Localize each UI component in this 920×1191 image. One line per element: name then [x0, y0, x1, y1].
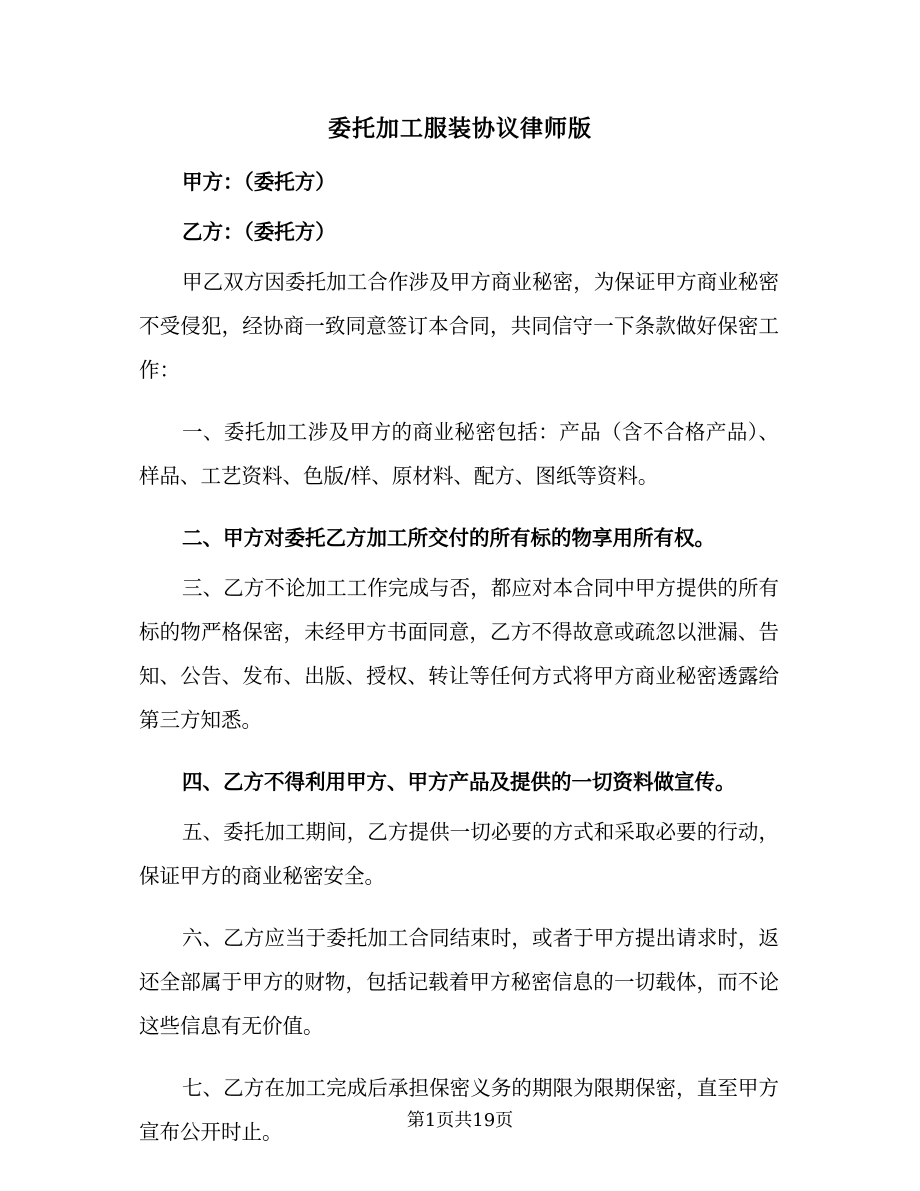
clause-4: 四、乙方不得利用甲方、甲方产品及提供的一切资料做宣传。 [182, 770, 736, 794]
clause-2: 二、甲方对委托乙方加工所交付的所有标的物享用所有权。 [182, 526, 715, 550]
clause-1: 一、委托加工涉及甲方的商业秘密包括：产品（含不合格产品）、样品、工艺资料、色版/样、原材料、配方、图纸等资料。 [139, 420, 779, 488]
clause-3: 三、乙方不论加工工作完成与否，都应对本合同中甲方提供的所有标的物严格保密，未经甲方书面同意，乙方不得故意或疏忽以泄漏、告知、公告、发布、出版、授权、转让等任何方式将甲方商业秘密透露给第三方知悉。 [139, 576, 779, 732]
clause-5: 五、委托加工期间，乙方提供一切必要的方式和采取必要的行动，保证甲方的商业秘密安全。 [139, 820, 779, 888]
document-body [139, 160, 779, 1172]
clause-7: 七、乙方在加工完成后承担保密义务的期限为限期保密，直至甲方宣布公开时止。 [139, 1076, 779, 1144]
clause-6: 六、乙方应当于委托加工合同结束时，或者于甲方提出请求时，返还全部属于甲方的财物，包括记载着甲方秘密信息的一切载体，而不论这些信息有无价值。 [139, 926, 779, 1038]
party-a-line: 甲方：（委托方） [182, 170, 336, 194]
document-title: 委托加工服装协议律师版 [328, 115, 592, 142]
page-number: 第1页共19页 [406, 1110, 514, 1131]
party-b-line: 乙方：（委托方） [182, 220, 336, 244]
intro-paragraph: 甲乙双方因委托加工合作涉及甲方商业秘密，为保证甲方商业秘密不受侵犯，经协商一致同意签订本合同，共同信守一下条款做好保密工作： [139, 270, 779, 382]
